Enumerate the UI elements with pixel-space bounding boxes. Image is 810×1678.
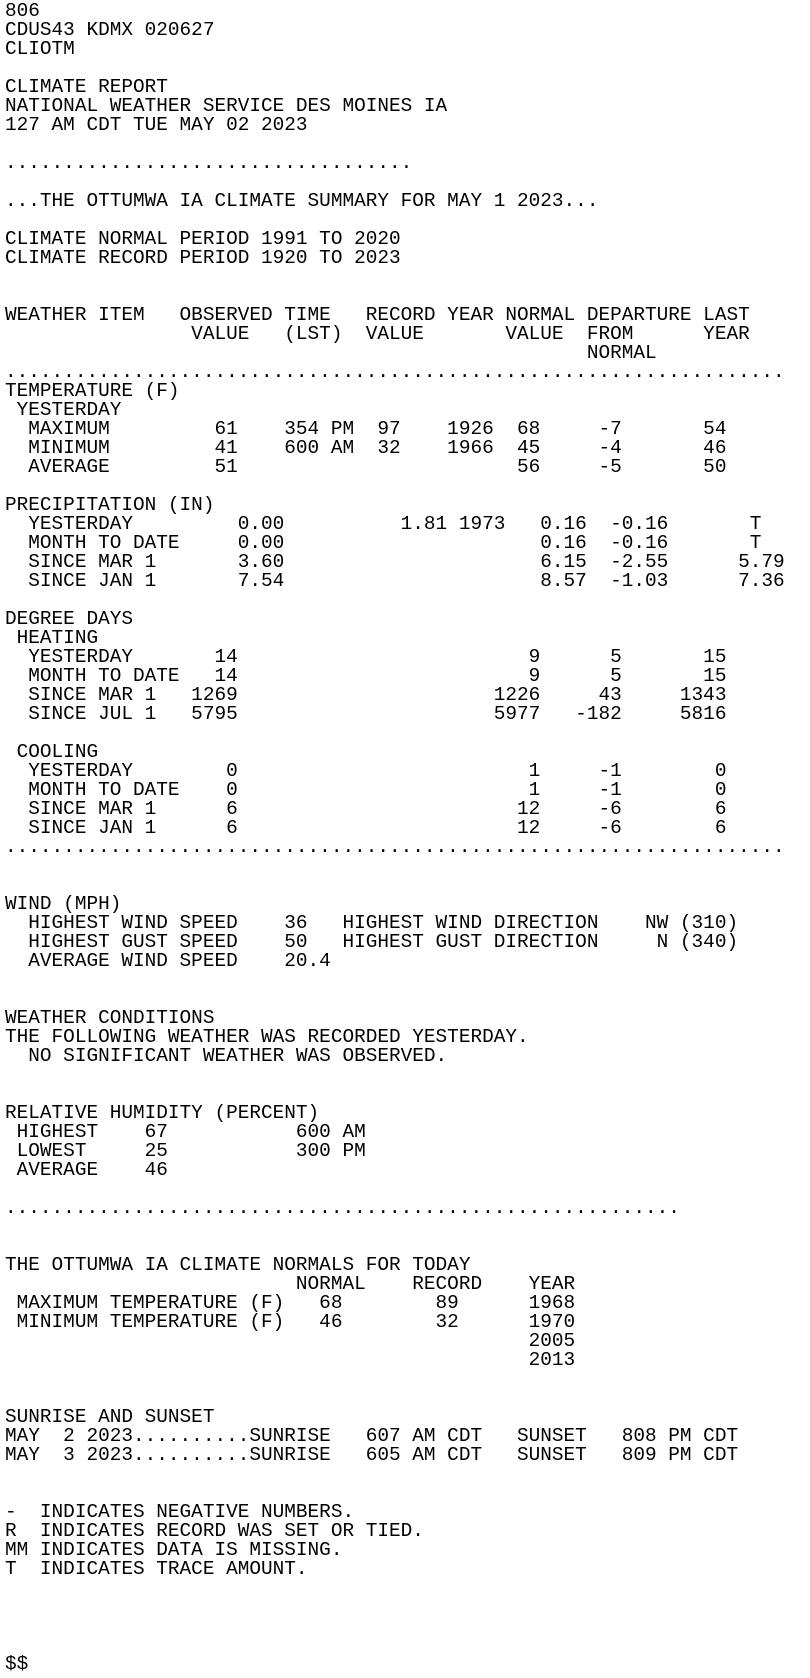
report-line: HIGHEST 67 600 AM xyxy=(5,1121,366,1143)
report-line: THE OTTUMWA IA CLIMATE NORMALS FOR TODAY xyxy=(5,1254,471,1276)
report-line: 2013 xyxy=(5,1349,576,1371)
report-line: NORMAL xyxy=(5,342,657,364)
report-line: WEATHER ITEM OBSERVED TIME RECORD YEAR NORMAL DEPARTURE LAST xyxy=(5,304,750,326)
report-line: ...THE OTTUMWA IA CLIMATE SUMMARY FOR MAY 1 2023... xyxy=(5,190,599,212)
report-line: RELATIVE HUMIDITY (PERCENT) xyxy=(5,1102,320,1124)
report-line: HEATING xyxy=(5,627,99,649)
report-line: MAY 2 2023..........SUNRISE 607 AM CDT SUNSET 808 PM CDT xyxy=(5,1425,739,1447)
report-line: CLIMATE REPORT xyxy=(5,76,168,98)
report-line: LOWEST 25 300 PM xyxy=(5,1140,366,1162)
report-line: MONTH TO DATE 0 1 -1 0 xyxy=(5,779,727,801)
report-line: WIND (MPH) xyxy=(5,893,122,915)
report-line: HIGHEST GUST SPEED 50 HIGHEST GUST DIRECTION N (340) xyxy=(5,931,739,953)
report-line: CLIMATE RECORD PERIOD 1920 TO 2023 xyxy=(5,247,401,269)
report-line: TEMPERATURE (F) xyxy=(5,380,180,402)
report-line: SINCE JAN 1 7.54 8.57 -1.03 7.36 xyxy=(5,570,785,592)
report-line: SINCE JAN 1 6 12 -6 6 xyxy=(5,817,727,839)
report-line: HIGHEST WIND SPEED 36 HIGHEST WIND DIRECTION NW (310) xyxy=(5,912,739,934)
report-line: NATIONAL WEATHER SERVICE DES MOINES IA xyxy=(5,95,448,117)
report-line: AVERAGE 51 56 -5 50 xyxy=(5,456,727,478)
report-line xyxy=(5,724,810,743)
report-line xyxy=(5,1636,810,1655)
report-line: PRECIPITATION (IN) xyxy=(5,494,215,516)
report-line xyxy=(5,268,810,287)
report-line: SINCE JUL 1 5795 5977 -182 5816 xyxy=(5,703,727,725)
report-line: $$ xyxy=(5,1653,29,1675)
report-line xyxy=(5,971,810,990)
report-line xyxy=(5,1370,810,1389)
report-line: ................................................................... xyxy=(5,836,785,858)
report-line: CLIOTM xyxy=(5,38,75,60)
report-line: SINCE MAR 1 6 12 -6 6 xyxy=(5,798,727,820)
report-line: T INDICATES TRACE AMOUNT. xyxy=(5,1558,308,1580)
report-line xyxy=(5,857,810,876)
report-line: R INDICATES RECORD WAS SET OR TIED. xyxy=(5,1520,424,1542)
report-line xyxy=(5,1218,810,1237)
report-line: SINCE MAR 1 1269 1226 43 1343 xyxy=(5,684,727,706)
report-line: WEATHER CONDITIONS xyxy=(5,1007,215,1029)
report-line: ................................... xyxy=(5,152,413,174)
report-line: NORMAL RECORD YEAR xyxy=(5,1273,576,1295)
report-line xyxy=(5,1617,810,1636)
report-line: VALUE (LST) VALUE VALUE FROM YEAR xyxy=(5,323,750,345)
report-line: YESTERDAY 14 9 5 15 xyxy=(5,646,727,668)
report-line: 127 AM CDT TUE MAY 02 2023 xyxy=(5,114,308,136)
report-line xyxy=(5,1598,810,1617)
report-line: AVERAGE 46 xyxy=(5,1159,168,1181)
report-line: MINIMUM 41 600 AM 32 1966 45 -4 46 xyxy=(5,437,727,459)
report-line: MM INDICATES DATA IS MISSING. xyxy=(5,1539,343,1561)
report-line: COOLING xyxy=(5,741,99,763)
report-line: SUNRISE AND SUNSET xyxy=(5,1406,215,1428)
report-line: NO SIGNIFICANT WEATHER WAS OBSERVED. xyxy=(5,1045,448,1067)
report-line: MONTH TO DATE 14 9 5 15 xyxy=(5,665,727,687)
report-line: DEGREE DAYS xyxy=(5,608,133,630)
report-line: MAY 3 2023..........SUNRISE 605 AM CDT SUNSET 809 PM CDT xyxy=(5,1444,739,1466)
report-line: MONTH TO DATE 0.00 0.16 -0.16 T xyxy=(5,532,762,554)
report-line xyxy=(5,1465,810,1484)
report-line: 2005 xyxy=(5,1330,576,1352)
report-line: YESTERDAY 0 1 -1 0 xyxy=(5,760,727,782)
report-line: MINIMUM TEMPERATURE (F) 46 32 1970 xyxy=(5,1311,576,1333)
report-line: MAXIMUM 61 354 PM 97 1926 68 -7 54 xyxy=(5,418,727,440)
report-line: YESTERDAY 0.00 1.81 1973 0.16 -0.16 T xyxy=(5,513,762,535)
report-line: 806 xyxy=(5,0,40,22)
report-line xyxy=(5,1579,810,1598)
report-line: - INDICATES NEGATIVE NUMBERS. xyxy=(5,1501,355,1523)
report-line: .......................................................... xyxy=(5,1197,680,1219)
report-line: CLIMATE NORMAL PERIOD 1991 TO 2020 xyxy=(5,228,401,250)
report-line xyxy=(5,1066,810,1085)
report-line: SINCE MAR 1 3.60 6.15 -2.55 5.79 xyxy=(5,551,785,573)
report-line: CDUS43 KDMX 020627 xyxy=(5,19,215,41)
report-line: AVERAGE WIND SPEED 20.4 xyxy=(5,950,331,972)
report-line: MAXIMUM TEMPERATURE (F) 68 89 1968 xyxy=(5,1292,576,1314)
report-line: YESTERDAY xyxy=(5,399,122,421)
report-line: ................................................................... xyxy=(5,361,785,383)
report-line xyxy=(5,876,810,895)
report-line: THE FOLLOWING WEATHER WAS RECORDED YESTERDAY. xyxy=(5,1026,529,1048)
